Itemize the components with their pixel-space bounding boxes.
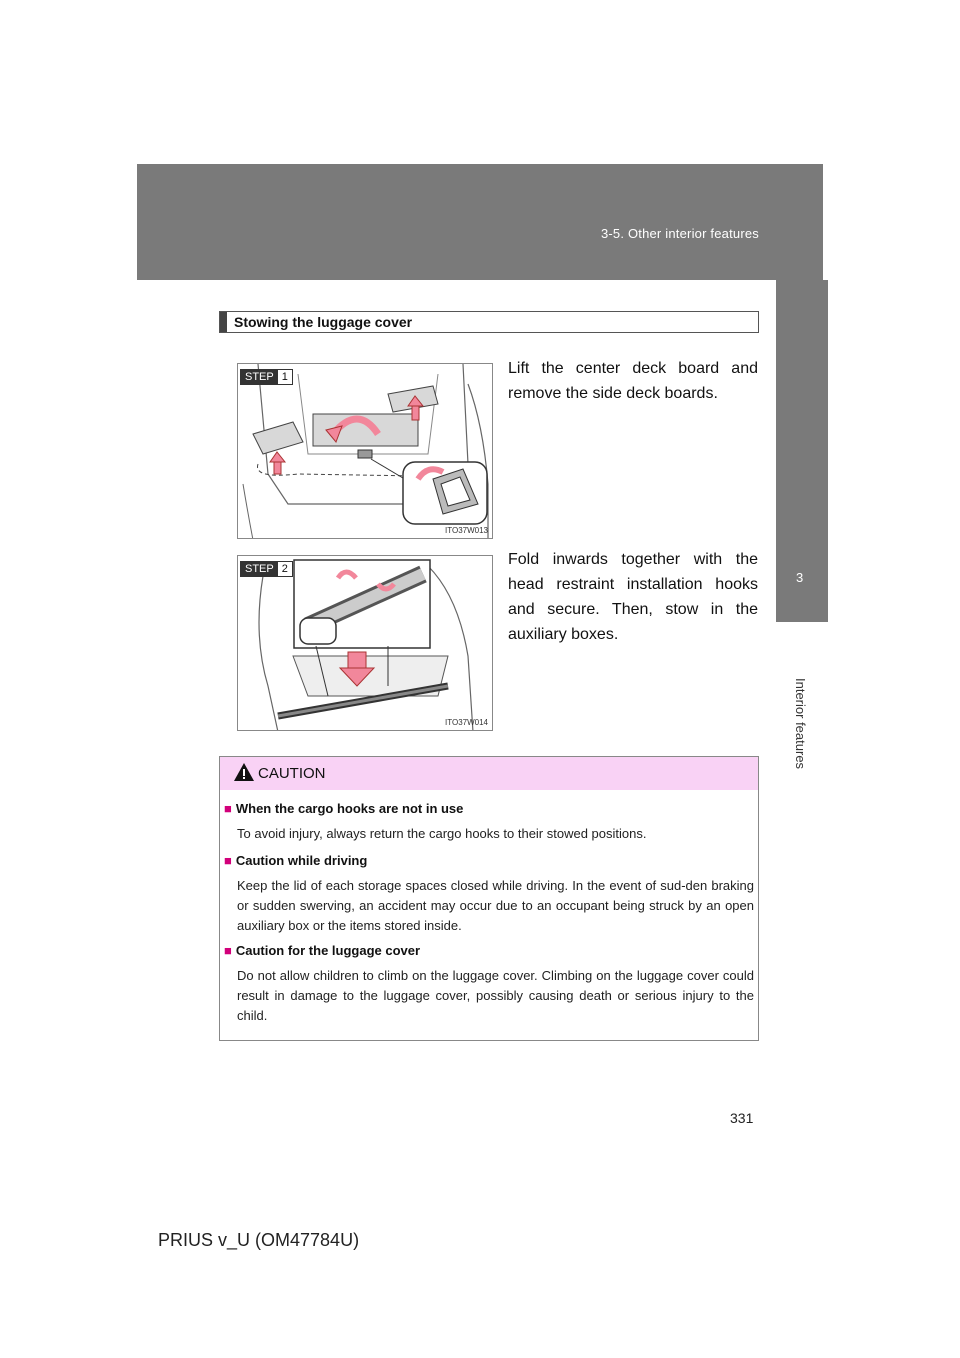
section-title: 3-5. Other interior features: [600, 226, 759, 241]
footer-model: PRIUS v_U (OM47784U): [158, 1230, 360, 1250]
header-band: [137, 164, 823, 280]
step-1-figure: [237, 363, 493, 539]
step-badge: STEP 1: [240, 369, 293, 385]
bullet-square-icon: ■: [224, 801, 232, 816]
step-2-figure: [237, 555, 493, 731]
caution-item: ■ When the cargo hooks are not in use To avoid injury, always return the cargo hooks to their stowed positions.: [224, 801, 647, 841]
caution-box: [219, 756, 759, 1041]
chapter-tab: [776, 280, 828, 622]
step-2-text: Fold inwards together with the head restraint installation hooks and secure. Then, stow in the auxiliary boxes.: [508, 551, 758, 643]
step-badge: STEP 2: [240, 561, 293, 577]
caution-title: CAUTION: [258, 765, 326, 782]
luggage-deck-illustration: [238, 364, 493, 539]
section-heading: [219, 311, 759, 333]
bullet-square-icon: ■: [224, 943, 232, 958]
warning-triangle-icon: [233, 762, 255, 782]
page-number: 331: [730, 1110, 754, 1126]
chapter-label-text: Interior features: [793, 678, 808, 770]
section-heading-text: Stowing the luggage cover: [234, 314, 413, 330]
caution-header: [220, 757, 758, 790]
step-1-text: Lift the center deck board and remove the side deck boards.: [508, 360, 758, 402]
figure-code: ITO37W014: [445, 718, 488, 727]
chapter-number: 3: [796, 570, 804, 585]
bullet-square-icon: ■: [224, 853, 232, 868]
figure-code: ITO37W013: [445, 526, 488, 535]
caution-item: ■ Caution for the luggage cover Do not allow children to climb on the luggage cover. Climbing on the luggage cover could result in damage to the luggage cover, possibly causing death or serious injury to the child.: [224, 943, 754, 1023]
caution-item: ■ Caution while driving Keep the lid of each storage spaces closed while driving. In the event of sud-den braking or sudden swerving, an accident may occur due to an occupant being struck by an open auxiliary box or the items stored inside.: [224, 853, 754, 933]
luggage-cover-illustration: [238, 556, 493, 731]
